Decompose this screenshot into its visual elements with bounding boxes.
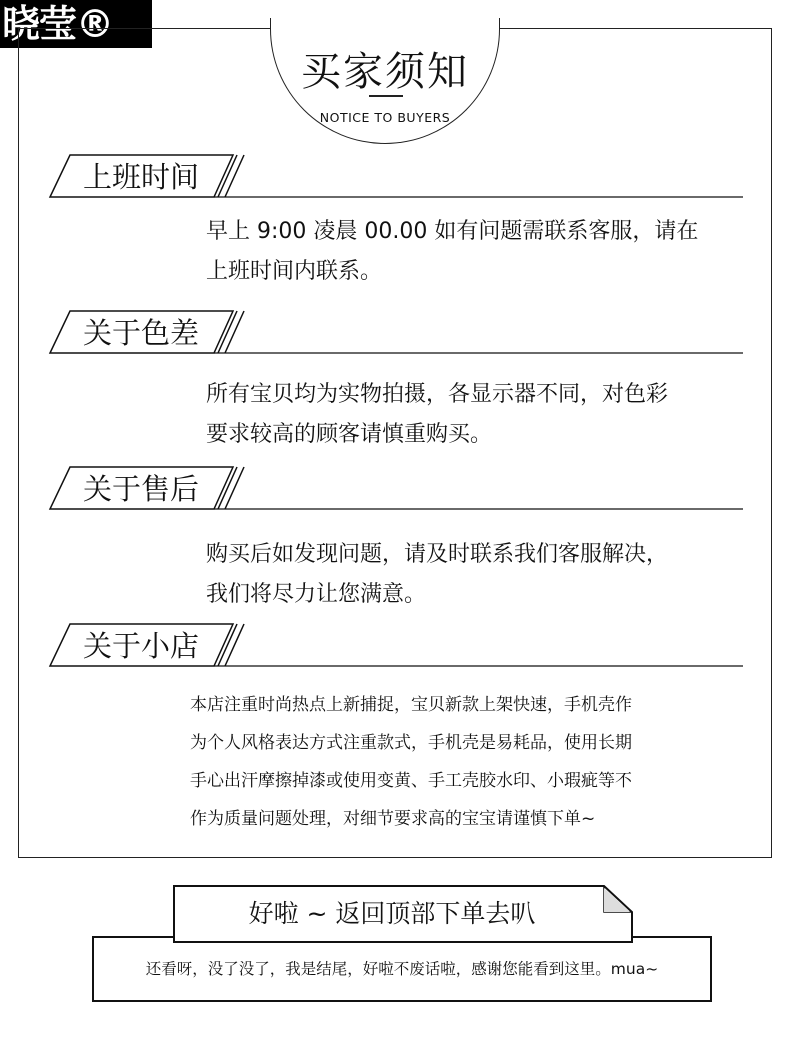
body-line: 购买后如发现问题，请及时联系我们客服解决， bbox=[206, 542, 669, 567]
section-body-after-sales bbox=[206, 535, 756, 615]
body-line: 早上 9:00 凌晨 00.00 如有问题需联系客服，请在 bbox=[206, 219, 699, 244]
page-title: 买家须知 bbox=[301, 49, 469, 95]
body-line: 所有宝贝均为实物拍摄，各显示器不同，对色彩 bbox=[206, 382, 669, 407]
brand-logo: 晓莹® bbox=[0, 0, 152, 48]
body-line: 我们将尽力让您满意。 bbox=[206, 582, 427, 607]
footer-text: 还看呀，没了没了，我是结尾，好啦不废话啦，感谢您能看到这里。mua~ bbox=[145, 960, 659, 978]
section-header-about-shop bbox=[48, 622, 748, 670]
section-body-about-shop bbox=[190, 686, 750, 838]
body-line: 为个人风格表达方式注重款式，手机壳是易耗品，使用长期 bbox=[190, 733, 632, 753]
section-header-color-difference bbox=[48, 309, 748, 357]
footer-note-box bbox=[92, 936, 712, 1002]
body-line: 本店注重时尚热点上新捕捉，宝贝新款上架快速，手机壳作 bbox=[190, 695, 632, 715]
section-body-color-difference bbox=[206, 375, 756, 455]
body-line: 手心出汗摩擦掉漆或使用变黄、手工壳胶水印、小瑕疵等不 bbox=[190, 771, 632, 791]
section-title: 关于售后 bbox=[82, 472, 199, 506]
body-line: 要求较高的顾客请慎重购买。 bbox=[206, 422, 493, 447]
section-body-work-hours bbox=[206, 212, 756, 292]
title-divider bbox=[369, 95, 403, 97]
page-subtitle: NOTICE TO BUYERS bbox=[319, 110, 451, 125]
back-to-top-label: 好啦 ~ 返回顶部下单去叭 bbox=[248, 899, 536, 928]
back-to-top-button[interactable] bbox=[172, 884, 634, 944]
section-header-work-hours bbox=[48, 153, 748, 201]
body-line: 作为质量问题处理，对细节要求高的宝宝请谨慎下单~ bbox=[190, 809, 596, 829]
section-title: 关于小店 bbox=[82, 629, 199, 663]
section-title: 关于色差 bbox=[82, 316, 199, 350]
body-line: 上班时间内联系。 bbox=[206, 259, 383, 284]
section-header-after-sales bbox=[48, 465, 748, 513]
section-title: 上班时间 bbox=[82, 160, 199, 194]
